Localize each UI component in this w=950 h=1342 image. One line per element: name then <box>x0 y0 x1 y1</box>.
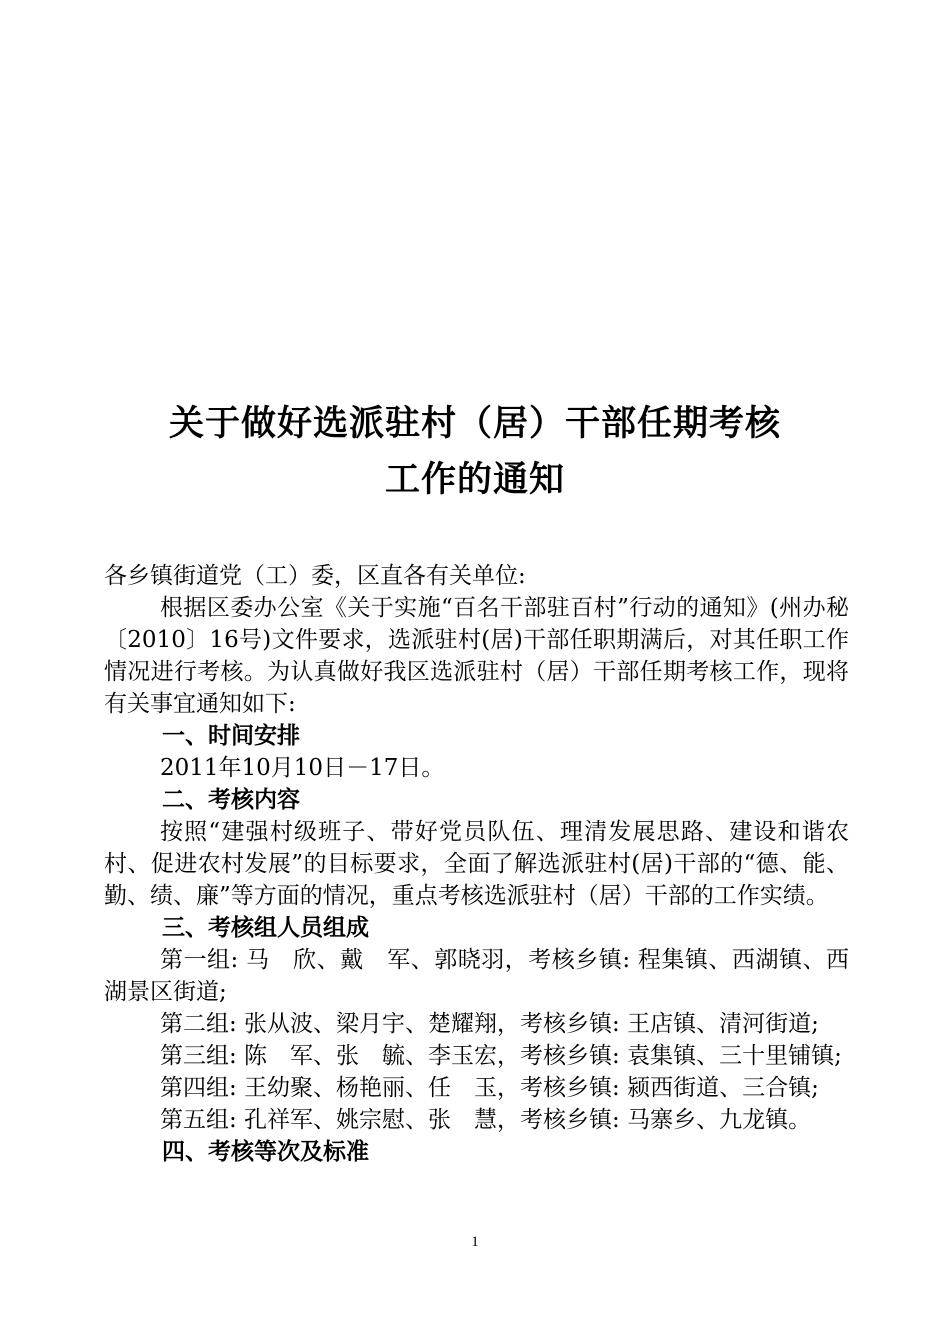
document-title-line-2: 工作的通知 <box>384 460 565 500</box>
group-item: 第一组: 马 欣、戴 军、郭晓羽，考核乡镇: 程集镇、西湖镇、西湖景区街道; <box>104 947 849 1005</box>
group-item: 第五组: 孔祥军、姚宗慰、张 慧，考核乡镇: 马寨乡、九龙镇。 <box>160 1107 812 1133</box>
section-heading-grades: 四、考核等次及标准 <box>162 1139 369 1165</box>
salutation: 各乡镇街道党（工）委，区直各有关单位: <box>104 563 526 589</box>
section-heading-content: 二、考核内容 <box>162 787 300 813</box>
group-item: 第二组: 张从波、梁月宇、楚耀翔，考核乡镇: 王店镇、清河街道; <box>160 1011 819 1037</box>
section-heading-schedule: 一、时间安排 <box>162 723 300 749</box>
document-body <box>104 560 849 1168</box>
page-number: 1 <box>471 1234 479 1250</box>
group-item: 第四组: 王幼聚、杨艳丽、任 玉，考核乡镇: 颍西街道、三合镇; <box>160 1075 819 1101</box>
document-title-line-1: 关于做好选派驻村（居）干部任期考核 <box>168 404 781 444</box>
section-heading-groups: 三、考核组人员组成 <box>162 915 369 941</box>
section-text-schedule: 2011年10月10日－17日。 <box>160 755 445 781</box>
intro-paragraph: 根据区委办公室《关于实施“百名干部驻百村”行动的通知》(州办秘〔2010〕16号)文件要求，选派驻村(居)干部任职期满后，对其任职工作情况进行考核。为认真做好我区选派驻村（居）干部任期考核工作，现将有关事宜通知如下: <box>104 595 849 717</box>
section-text-content: 按照“建强村级班子、带好党员队伍、理清发展思路、建设和谐农村、促进农村发展”的目标要求，全面了解选派驻村(居)干部的“德、能、勤、绩、廉”等方面的情况，重点考核选派驻村（居）干部的工作实绩。 <box>104 819 849 909</box>
group-item: 第三组: 陈 军、张 毓、李玉宏，考核乡镇: 袁集镇、三十里铺镇; <box>160 1043 842 1069</box>
